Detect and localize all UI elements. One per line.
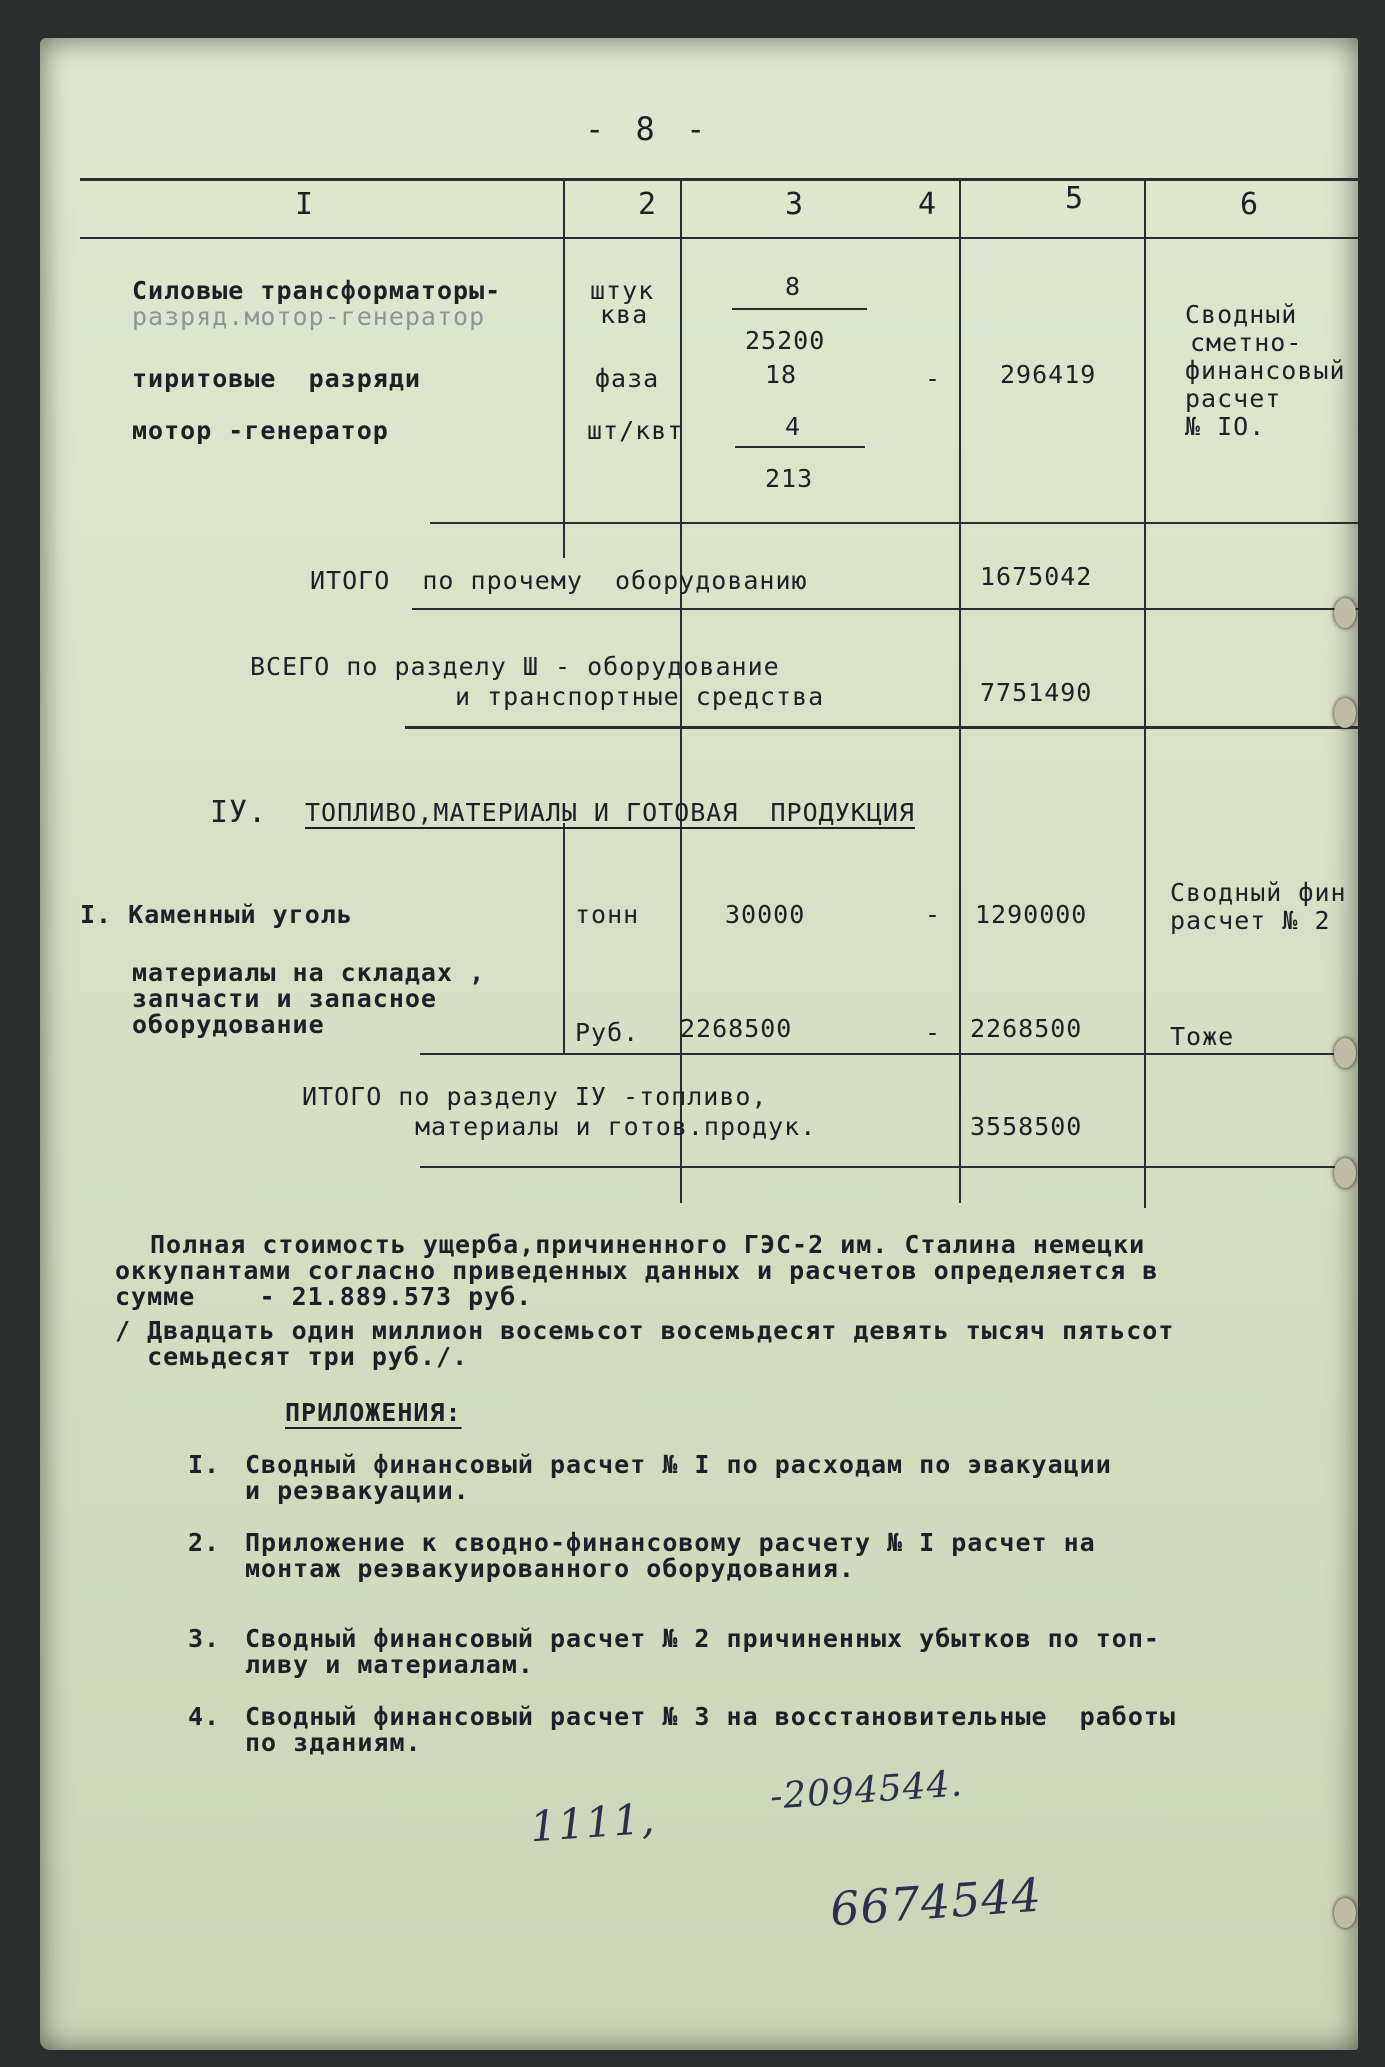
appendix-item-1-line-1: Сводный финансовый расчет № I по расходам по эвакуации bbox=[245, 1450, 1112, 1479]
summary-line-5: семьдесят три руб./. bbox=[115, 1342, 469, 1371]
equipment-line-3: тиритовые разряди bbox=[132, 364, 421, 393]
col-divider-1-lower bbox=[563, 823, 565, 1053]
appendix-item-2-line-2: монтаж реэвакуированного оборудования. bbox=[245, 1554, 855, 1583]
vsego-value: 7751490 bbox=[980, 678, 1093, 707]
itogo-other-label: ИТОГО по прочему оборудованию bbox=[310, 566, 808, 595]
coal-name: I. Каменный уголь bbox=[80, 900, 353, 929]
coal-reference-1: Сводный фин bbox=[1170, 878, 1347, 907]
qty-transformers: 8 bbox=[785, 272, 802, 301]
appendix-item-1-num: I. bbox=[188, 1450, 221, 1479]
materials-reference: Тоже bbox=[1170, 1022, 1235, 1051]
coal-reference-2: расчет № 2 bbox=[1170, 906, 1331, 935]
equipment-line-1: Силовые трансформаторы- bbox=[132, 276, 502, 305]
coal-qty: 30000 bbox=[725, 900, 806, 929]
qty-fraction-bar-1 bbox=[732, 308, 867, 310]
document-page bbox=[40, 38, 1358, 2050]
equipment-reference-3: финансовый bbox=[1185, 356, 1346, 385]
materials-value: 2268500 bbox=[970, 1014, 1083, 1043]
appendix-item-1-line-2: и реэвакуации. bbox=[245, 1476, 470, 1505]
equipment-col4-dash: - bbox=[925, 364, 942, 393]
equipment-reference-1: Сводный bbox=[1185, 300, 1298, 329]
table-bottom-rule bbox=[420, 1166, 1340, 1168]
table-top-rule bbox=[80, 178, 1358, 181]
equipment-value: 296419 bbox=[1000, 360, 1097, 389]
appendix-item-4-line-1: Сводный финансовый расчет № 3 на восстановительные работы bbox=[245, 1702, 1176, 1731]
binding-ring bbox=[1334, 1038, 1356, 1068]
row-rule-itogo bbox=[412, 608, 1358, 610]
vsego-line-1: ВСЕГО по разделу Ш - оборудование bbox=[250, 652, 780, 681]
appendix-item-3-line-1: Сводный финансовый расчет № 2 причиненных убытков по топ- bbox=[245, 1624, 1160, 1653]
section4-title: ТОПЛИВО,МАТЕРИАЛЫ И ГОТОВАЯ ПРОДУКЦИЯ bbox=[305, 798, 915, 827]
page-number: - 8 - bbox=[585, 110, 712, 148]
summary-line-4: / Двадцать один миллион восемьсот восемьдесят девять тысяч пятьсот bbox=[115, 1316, 1175, 1345]
col-header-1: I bbox=[295, 187, 315, 222]
itogo-section4-line-1: ИТОГО по разделу IУ -топливо, bbox=[302, 1082, 768, 1111]
materials-unit: Руб. bbox=[575, 1018, 640, 1047]
col-header-2: 2 bbox=[638, 187, 658, 222]
row-rule-materials bbox=[420, 1053, 1340, 1055]
materials-line-1: материалы на складах , bbox=[132, 958, 486, 987]
coal-unit: тонн bbox=[575, 900, 640, 929]
row-rule-equipment bbox=[430, 522, 1358, 524]
appendix-item-4-line-2: по зданиям. bbox=[245, 1728, 422, 1757]
table-header-rule bbox=[80, 237, 1358, 239]
unit-pcs-kw: шт/квт bbox=[587, 416, 684, 445]
handwritten-note-1: 1111, bbox=[528, 1793, 657, 1852]
binding-ring bbox=[1334, 698, 1356, 728]
qty-kw: 213 bbox=[765, 464, 814, 493]
summary-line-2: оккупантами согласно приведенных данных и расчетов определяется в bbox=[115, 1256, 1159, 1285]
equipment-line-2: разряд.мотор-генератор bbox=[132, 302, 486, 331]
unit-pieces: штук bbox=[590, 276, 655, 305]
qty-phases: 18 bbox=[765, 360, 798, 389]
appendix-item-2-line-1: Приложение к сводно-финансовому расчету № I расчет на bbox=[245, 1528, 1096, 1557]
row-rule-vsego bbox=[405, 726, 1358, 729]
appendix-item-2-num: 2. bbox=[188, 1528, 221, 1557]
col-divider-1 bbox=[563, 178, 565, 558]
summary-line-3: сумме - 21.889.573 руб. bbox=[115, 1282, 533, 1311]
summary-line-1: Полная стоимость ущерба,причиненного ГЭС-2 им. Сталина немецки bbox=[150, 1230, 1146, 1259]
unit-kva: ква bbox=[600, 300, 649, 329]
coal-col4-dash: - bbox=[925, 900, 942, 929]
qty-generators: 4 bbox=[785, 412, 802, 441]
section4-number: IУ. bbox=[210, 795, 268, 830]
equipment-reference-2: сметно- bbox=[1190, 328, 1303, 357]
handwritten-note-2: -2094544. bbox=[768, 1763, 965, 1818]
binding-ring bbox=[1334, 598, 1356, 628]
qty-kva: 25200 bbox=[745, 326, 826, 355]
itogo-section4-value: 3558500 bbox=[970, 1112, 1083, 1141]
itogo-other-value: 1675042 bbox=[980, 562, 1093, 591]
col-header-3: 3 bbox=[785, 187, 805, 222]
equipment-reference-4: расчет bbox=[1185, 384, 1282, 413]
equipment-line-4: мотор -генератор bbox=[132, 416, 389, 445]
itogo-section4-line-2: материалы и готов.продук. bbox=[415, 1112, 817, 1141]
binding-ring bbox=[1334, 1158, 1356, 1188]
col-header-6: 6 bbox=[1240, 187, 1260, 222]
col-header-4: 4 bbox=[918, 187, 938, 222]
appendix-title: ПРИЛОЖЕНИЯ: bbox=[285, 1398, 462, 1427]
materials-line-2: запчасти и запасное bbox=[132, 984, 437, 1013]
coal-value: 1290000 bbox=[975, 900, 1088, 929]
binding-rings bbox=[1328, 38, 1358, 2050]
appendix-item-3-num: 3. bbox=[188, 1624, 221, 1653]
appendix-item-3-line-2: ливу и материалам. bbox=[245, 1650, 534, 1679]
materials-line-3: оборудование bbox=[132, 1010, 325, 1039]
handwritten-note-3: 6674544 bbox=[828, 1867, 1044, 1937]
vsego-line-2: и транспортные средства bbox=[455, 682, 825, 711]
binding-ring bbox=[1334, 1898, 1356, 1928]
equipment-reference-5: № IO. bbox=[1185, 412, 1266, 441]
qty-fraction-bar-2 bbox=[735, 446, 865, 448]
unit-phase: фаза bbox=[595, 364, 660, 393]
materials-qty: 2268500 bbox=[680, 1014, 793, 1043]
appendix-item-4-num: 4. bbox=[188, 1702, 221, 1731]
materials-col4-dash: - bbox=[925, 1018, 942, 1047]
col-divider-4 bbox=[959, 178, 961, 1203]
col-header-5: 5 bbox=[1065, 181, 1085, 216]
